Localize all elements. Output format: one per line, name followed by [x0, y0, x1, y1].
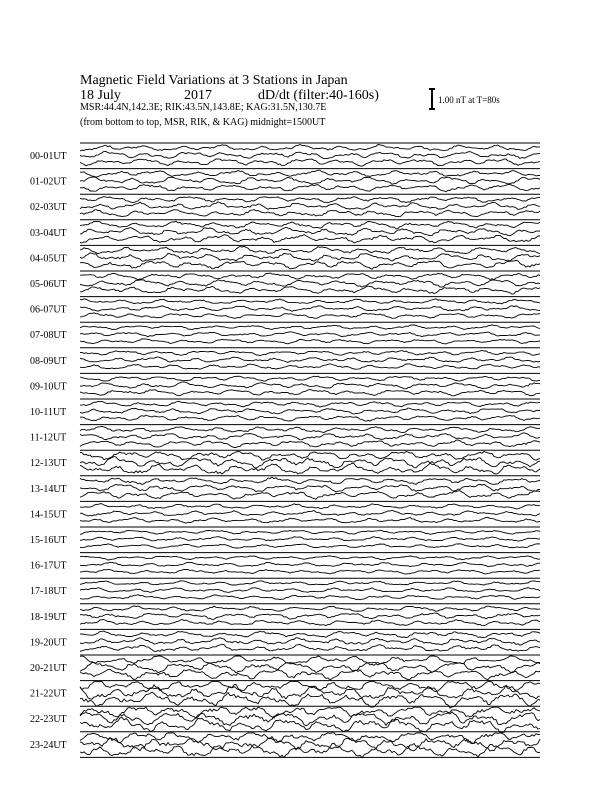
station-trace-kag	[80, 145, 540, 152]
station-trace-rik	[80, 562, 540, 566]
station-trace-rik	[80, 227, 540, 236]
station-trace-msr	[80, 184, 540, 192]
station-trace-rik	[80, 357, 540, 362]
hour-row	[30, 348, 540, 369]
station-trace-kag	[80, 351, 540, 356]
station-trace-msr	[80, 286, 540, 294]
hour-label: 06-07UT	[30, 304, 67, 316]
hour-row	[30, 425, 540, 448]
hour-label: 02-03UT	[30, 202, 67, 214]
hour-label: 23-24UT	[30, 739, 67, 751]
station-trace-rik	[80, 588, 540, 593]
station-trace-msr	[80, 159, 540, 166]
station-trace-kag	[80, 530, 540, 534]
chart-component: dD/dt (filter:40-160s)	[258, 88, 379, 103]
hour-label: 05-06UT	[30, 279, 67, 290]
station-coordinates: MSR:44.4N,142.3E; RIK:43.5N,143.8E; KAG:31.5N,130.7E	[80, 102, 327, 113]
station-trace-kag	[80, 682, 540, 692]
hour-label: 18-19UT	[30, 611, 67, 623]
chart-date: 18 July	[80, 88, 121, 103]
hour-label: 17-18UT	[30, 586, 67, 598]
station-trace-msr	[80, 619, 540, 625]
hour-label: 14-15UT	[30, 509, 67, 521]
station-trace-kag	[80, 581, 540, 585]
station-trace-kag	[80, 376, 540, 381]
hour-row	[30, 245, 540, 269]
station-trace-kag	[80, 401, 540, 407]
station-trace-msr	[80, 569, 540, 574]
hour-row	[30, 373, 540, 395]
station-trace-msr	[80, 390, 540, 396]
station-trace-msr	[80, 644, 540, 651]
hour-label: 22-23UT	[30, 714, 67, 726]
hour-label: 11-12UT	[30, 432, 67, 444]
station-trace-rik	[80, 151, 540, 158]
station-trace-kag	[80, 504, 540, 509]
station-trace-msr	[80, 235, 540, 244]
station-trace-msr	[80, 669, 540, 680]
hour-row	[30, 169, 540, 192]
hour-label: 10-11UT	[30, 407, 67, 418]
hour-label: 16-17UT	[30, 560, 67, 572]
station-trace-kag	[80, 707, 540, 718]
hour-row	[30, 732, 540, 758]
hour-row	[30, 194, 540, 217]
station-trace-kag	[80, 325, 540, 330]
hour-row	[30, 604, 540, 626]
station-trace-rik	[80, 280, 540, 287]
station-trace-rik	[80, 613, 540, 619]
hour-label: 20-21UT	[30, 663, 67, 674]
hour-row	[30, 578, 540, 600]
station-trace-kag	[80, 170, 540, 177]
station-trace-rik	[80, 202, 540, 210]
station-trace-msr	[80, 517, 540, 523]
hour-row	[30, 655, 540, 680]
station-trace-rik	[80, 332, 540, 337]
station-trace-msr	[80, 743, 540, 758]
chart-title: Magnetic Field Variations at 3 Stations in Japan	[80, 73, 348, 88]
hour-row	[30, 322, 540, 344]
hour-row	[30, 629, 540, 651]
hour-label: 08-09UT	[30, 355, 67, 367]
station-trace-msr	[80, 718, 540, 733]
station-trace-kag	[80, 451, 540, 460]
station-trace-msr	[80, 595, 540, 600]
station-trace-kag	[80, 299, 540, 304]
station-trace-rik	[80, 408, 540, 414]
station-trace-msr	[80, 491, 540, 500]
station-trace-rik	[80, 638, 540, 646]
station-trace-msr	[80, 339, 540, 344]
hour-label: 07-08UT	[30, 330, 67, 342]
station-trace-kag	[80, 477, 540, 484]
station-trace-kag	[80, 631, 540, 638]
hour-row	[30, 450, 540, 474]
station-trace-rik	[80, 253, 540, 261]
hour-label: 01-02UT	[30, 176, 67, 188]
hour-label: 13-14UT	[30, 483, 67, 495]
hour-row	[30, 553, 540, 575]
hour-row	[30, 297, 540, 319]
hour-row	[30, 681, 540, 708]
trace-order-note: (from bottom to top, MSR, RIK, & KAG) midnight=1500UT	[80, 117, 326, 128]
station-trace-msr	[80, 544, 540, 549]
hour-row	[30, 501, 540, 523]
hour-label: 19-20UT	[30, 637, 67, 649]
station-trace-msr	[80, 260, 540, 269]
hour-row	[30, 143, 540, 166]
station-trace-rik	[80, 457, 540, 469]
station-trace-msr	[80, 364, 540, 369]
hour-label: 12-13UT	[30, 458, 67, 470]
station-trace-rik	[80, 510, 540, 516]
station-trace-kag	[80, 273, 540, 280]
station-trace-rik	[80, 484, 540, 492]
station-trace-kag	[80, 246, 540, 253]
hour-row	[30, 706, 540, 732]
hour-row	[30, 271, 540, 294]
station-trace-kag	[80, 656, 540, 664]
hour-row	[30, 527, 540, 548]
station-trace-rik	[80, 537, 540, 542]
hour-row	[30, 476, 540, 499]
station-trace-kag	[80, 606, 540, 611]
station-trace-rik	[80, 433, 540, 440]
station-trace-msr	[80, 415, 540, 421]
hour-row	[30, 220, 540, 243]
station-trace-kag	[80, 197, 540, 203]
station-trace-kag	[80, 426, 540, 432]
chart-year: 2017	[184, 88, 212, 103]
hour-label: 00-01UT	[30, 151, 67, 162]
station-trace-rik	[80, 177, 540, 184]
station-trace-msr	[80, 692, 540, 708]
station-trace-kag	[80, 221, 540, 229]
hour-label: 09-10UT	[30, 381, 67, 393]
hour-row	[30, 399, 540, 421]
station-trace-msr	[80, 210, 540, 217]
hour-label: 21-22UT	[30, 688, 67, 700]
hour-label: 15-16UT	[30, 535, 67, 546]
station-trace-rik	[80, 382, 540, 389]
station-trace-msr	[80, 463, 540, 474]
station-trace-rik	[80, 306, 540, 312]
station-trace-msr	[80, 440, 540, 448]
hour-label: 04-05UT	[30, 253, 67, 265]
station-trace-msr	[80, 313, 540, 319]
scale-label: 1.00 nT at T=80s	[438, 95, 500, 105]
hour-label: 03-04UT	[30, 227, 67, 239]
station-trace-kag	[80, 556, 540, 560]
